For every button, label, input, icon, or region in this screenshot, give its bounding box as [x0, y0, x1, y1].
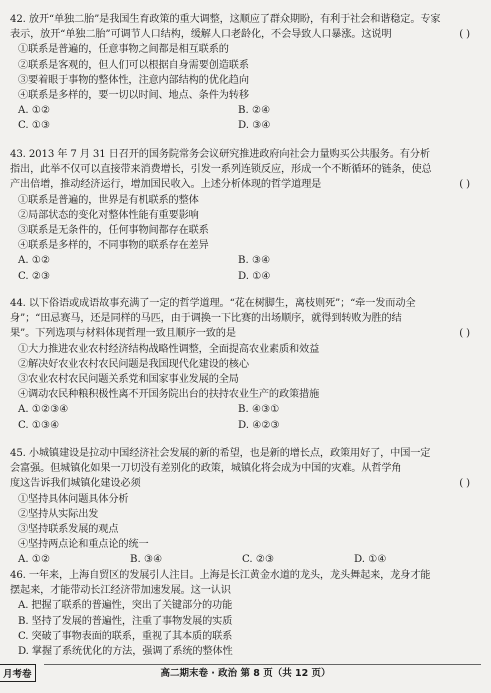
choice-d: D. ④②③ — [238, 419, 280, 431]
statement-4: ④联系是多样的，要一切以时间、地点、条件为转移 — [18, 90, 249, 102]
question-stem-line: 摆起来，才能带动长江经济带加速发展。这一认识 — [10, 585, 231, 597]
choices — [10, 552, 484, 567]
question-44 — [10, 296, 484, 433]
question-stem-line: 产出倍增，推动经济运行，增加国民收入。上述分析体现的哲学道理是 ( ) — [10, 177, 484, 192]
statement-2: ②解决好农业农村农民问题是我国现代化建设的核心 — [18, 358, 249, 370]
question-stem-line: 43. 2013 年 7 月 31 日召开的国务院常务会议研究推进政府向社会力量购买公共服务。有分析 — [10, 149, 430, 160]
statement-3: ③坚持联系发展的观点 — [18, 524, 119, 536]
choice-a: A. 把握了联系的普遍性，突出了关键部分的功能 — [18, 600, 233, 612]
question-43 — [10, 147, 484, 284]
statement-2: ②坚持从实际出发 — [18, 508, 99, 520]
answer-paren: ( ) — [459, 478, 470, 490]
statement-4: ④坚持两点论和重点论的统一 — [18, 539, 149, 551]
choice-c: C. ①③ — [18, 120, 51, 132]
question-stem-line: 42. 放开“单独二胎”是我国生育政策的重大调整，这顺应了群众期盼，有利于社会和谐稳定。专家 — [10, 14, 441, 25]
statement-1: ①大力推进农业农村经济结构战略性调整，全面提高农业素质和效益 — [18, 343, 320, 355]
choice-d: D. ①④ — [354, 554, 387, 566]
statement-4: ④联系是多样的，不同事物的联系存在差异 — [18, 240, 209, 252]
choice-d: D. ①④ — [238, 270, 271, 282]
statement-1: ①联系是普遍的，世界是有机联系的整体 — [18, 194, 199, 206]
question-45 — [10, 446, 484, 568]
question-46 — [10, 568, 484, 659]
question-stem-line: 46. 一年来，上海自贸区的发展引人注目。上海是长江黄金水道的龙头，龙头舞起来，龙身才能 — [10, 570, 431, 581]
statement-2: ②联系是客观的，但人们可以根据自身需要创造联系 — [18, 59, 249, 71]
choice-b: B. ③④ — [130, 554, 163, 566]
choice-a: A. ①② — [18, 105, 51, 117]
exam-tag: 月考卷 — [0, 664, 36, 682]
statement-4: ④调动农民种粮积极性离不开国务院出台的扶持农业生产的政策措施 — [18, 389, 320, 401]
statement-3: ③要着眼于事物的整体性，注意内部结构的优化趋向 — [18, 74, 249, 86]
question-stem-line: 表示，放开“单独二胎”可调节人口结构，缓解人口老龄化，不会导致人口暴涨。这说明 ( ) — [10, 27, 484, 42]
choice-a: A. ①② — [18, 554, 51, 566]
question-stem-line: 45. 小城镇建设是拉动中国经济社会发展的新的希望，也是新的增长点，政策用好了，中国一定 — [10, 448, 431, 459]
choice-d: D. 掌握了系统优化的方法，强调了系统的整体性 — [18, 646, 233, 658]
page-footer — [0, 664, 491, 682]
question-stem-line: 会富强。但城镇化如果一刀切没有差别化的政策，城镇化将会成为中国的灾难。从哲学角 — [10, 463, 402, 475]
choice-b: B. ③④ — [238, 255, 271, 267]
choice-c: C. 突破了事物表面的联系，重视了其本质的联系 — [18, 630, 233, 642]
answer-paren: ( ) — [459, 328, 470, 340]
question-42 — [10, 12, 484, 134]
question-stem-line: 44. 以下俗语或成语故事充满了一定的哲学道理。“花在树脚生，离枝则死”；“牵一发而动全 — [10, 298, 416, 309]
choices — [10, 118, 484, 133]
statement-3: ③联系是无条件的，任何事物间都存在联系 — [18, 225, 209, 237]
question-stem-line: 度这告诉我们城镇化建设必须 ( ) — [10, 476, 484, 491]
choices — [10, 418, 484, 433]
page-number: 高二期末卷 · 政治 第 8 页（共 12 页） — [160, 668, 331, 679]
choices — [10, 402, 484, 417]
statement-1: ①联系是普遍的，任意事物之间都是相互联系的 — [18, 44, 229, 56]
statement-3: ③农业农村农民问题关系党和国家事业发展的全局 — [18, 374, 239, 386]
choices — [10, 253, 484, 268]
choice-c: C. ②③ — [18, 270, 51, 282]
choice-a: A. ①②③④ — [18, 404, 69, 416]
choices — [10, 103, 484, 118]
question-stem-line: 身”；“田忌赛马，还是同样的马匹，由于调换一下比赛的出场顺序，就得到转败为胜的结 — [10, 313, 402, 325]
choice-c: C. ②③ — [242, 554, 275, 566]
choice-b: B. ②④ — [238, 105, 271, 117]
choice-b: B. 坚持了发展的普遍性，注重了事物发展的实质 — [18, 615, 233, 627]
question-stem-line: 果”。下列选项与材料体现哲理一致且顺序一致的是 ( ) — [10, 326, 484, 341]
choices — [10, 269, 484, 284]
choice-a: A. ①② — [18, 255, 51, 267]
answer-paren: ( ) — [459, 179, 470, 191]
statement-2: ②局部状态的变化对整体性能有重要影响 — [18, 209, 199, 221]
question-stem-line: 指出，此举不仅可以直接带来消费增长，引发一系列连锁反应，形成一个不断循环的链条，使总 — [10, 164, 432, 176]
statement-1: ①坚持具体问题具体分析 — [18, 493, 129, 505]
choice-b: B. ④③① — [238, 404, 280, 416]
choice-c: C. ①③④ — [18, 419, 60, 431]
answer-paren: ( ) — [459, 29, 470, 41]
choice-d: D. ③④ — [238, 120, 271, 132]
